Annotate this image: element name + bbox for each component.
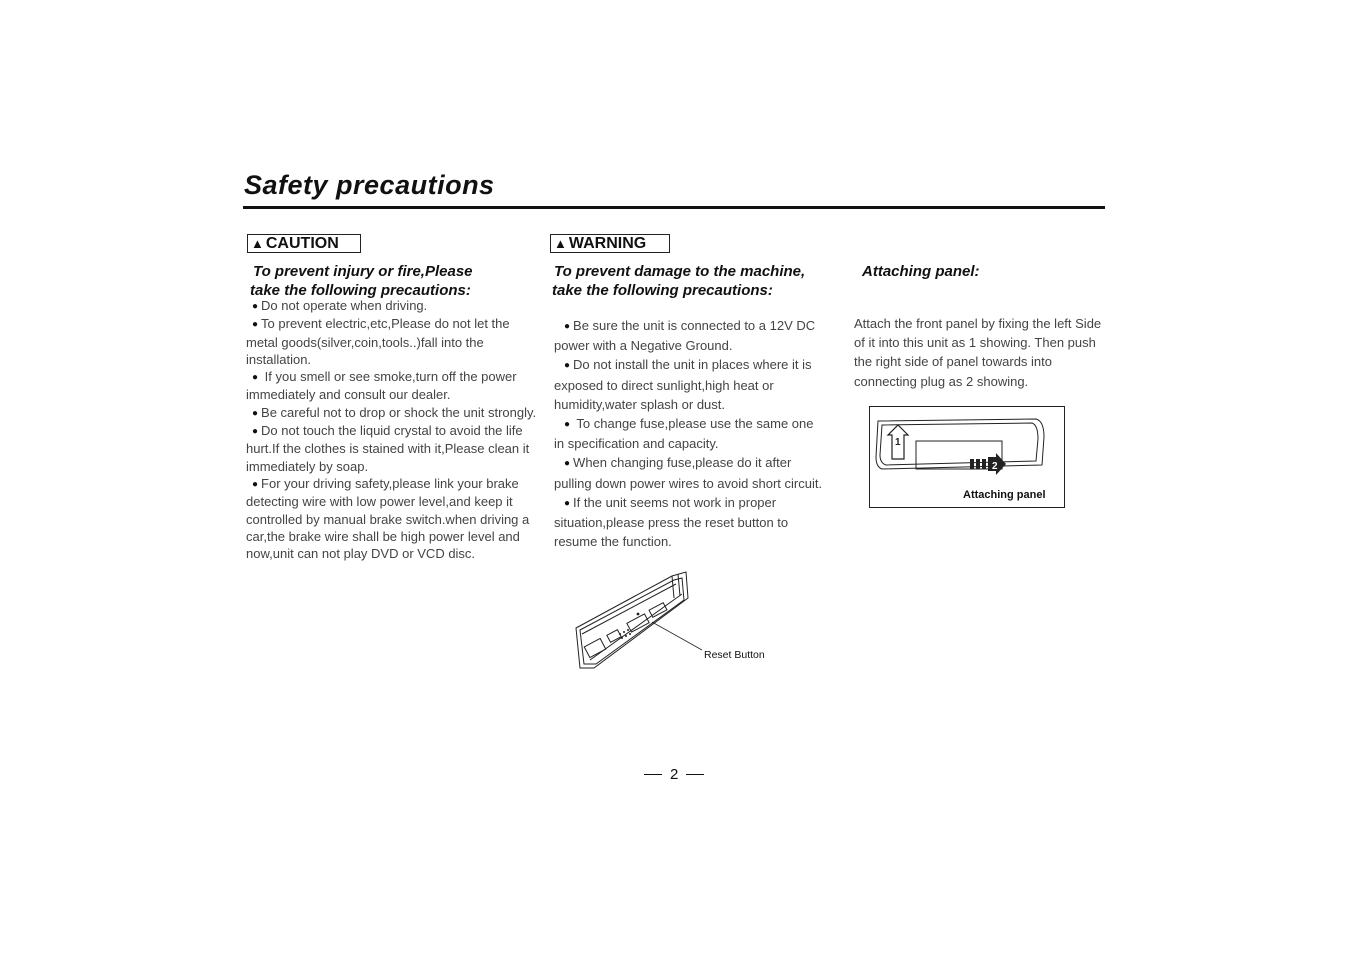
- list-item: ● To change fuse,please use the same one in specification and capacity.: [554, 416, 814, 452]
- step-2-label: 2: [992, 461, 998, 472]
- page-number-value: 2: [670, 766, 679, 783]
- arrow-right-icon: [970, 453, 1006, 475]
- caution-list: [246, 297, 542, 562]
- list-item: ● If you smell or see smoke,turn off the power immediately and consult our dealer.: [246, 369, 517, 403]
- panel-heading: Attaching panel:: [862, 263, 980, 280]
- attaching-panel-caption: Attaching panel: [963, 489, 1046, 501]
- bullet-dot-icon: ●: [252, 478, 259, 490]
- reset-button-figure: [572, 570, 782, 674]
- list-item: ● Do not install the unit in places where it is exposed to direct sunlight,high heat or humidity,water splash or dust.: [554, 357, 812, 412]
- caution-heading-line1: To prevent injury or fire,Please: [253, 263, 473, 280]
- warning-list: [554, 316, 826, 551]
- title-rule: [243, 206, 1105, 209]
- warning-triangle-icon: ▲: [251, 236, 264, 251]
- page-number-dash-left: [644, 774, 662, 775]
- caution-badge: [247, 234, 361, 253]
- warning-heading: [552, 262, 852, 300]
- caution-badge-label: CAUTION: [265, 235, 339, 252]
- bullet-dot-icon: ●: [564, 458, 571, 470]
- bullet-dot-icon: ●: [252, 301, 259, 312]
- caution-heading: [250, 262, 550, 300]
- warning-badge-label: WARNING: [568, 235, 647, 252]
- panel-text: Attach the front panel by fixing the left Side of it into this unit as 1 showing. Then push the right side of panel towards into connecting plug as 2 showing.: [854, 316, 1102, 389]
- bullet-dot-icon: ●: [564, 419, 571, 431]
- list-item: ● When changing fuse,please do it after pulling down power wires to avoid short circuit.: [554, 455, 823, 491]
- page-title: Safety precautions: [244, 170, 495, 200]
- list-item: ● Do not touch the liquid crystal to avoid the life hurt.If the clothes is stained with it,Please clean it immediately by soap.: [246, 423, 530, 474]
- caution-heading-line2: take the following precautions:: [250, 282, 471, 299]
- bullet-dot-icon: ●: [252, 407, 259, 419]
- bullet-dot-icon: ●: [564, 321, 571, 332]
- bullet-dot-icon: ●: [252, 319, 259, 331]
- step-1-label: 1: [895, 437, 901, 448]
- bullet-dot-icon: ●: [252, 426, 259, 438]
- bullet-dot-icon: ●: [252, 372, 259, 384]
- list-item: ● To prevent electric,etc,Please do not let the metal goods(silver,coin,tools..)fall into the installation.: [246, 316, 510, 367]
- list-item: ● For your driving safety,please link your brake detecting wire with low power level,and keep it controlled by manual brake switch.when driving a car,the brake wire shall be high power level and now,unit can not play DVD or VCD disc.: [246, 475, 530, 562]
- warning-heading-line2: take the following precautions:: [552, 282, 773, 299]
- attaching-panel-figure: [869, 406, 1065, 508]
- warning-triangle-icon: ▲: [554, 236, 567, 251]
- list-item: ● Be sure the unit is connected to a 12V DC power with a Negative Ground.: [554, 318, 816, 354]
- bullet-dot-icon: ●: [564, 497, 571, 509]
- page-number: [644, 766, 704, 783]
- warning-heading-line1: To prevent damage to the machine,: [554, 263, 806, 280]
- list-item: ● If the unit seems not work in proper situation,please press the reset button to resume the function.: [554, 494, 789, 550]
- page-number-dash-right: [686, 774, 704, 775]
- warning-badge: [550, 234, 670, 253]
- list-item: ● Be careful not to drop or shock the unit strongly.: [252, 404, 537, 420]
- list-item: ● Do not operate when driving.: [252, 298, 428, 313]
- bullet-dot-icon: ●: [564, 360, 571, 372]
- attaching-panel-diagram: [870, 407, 1064, 507]
- reset-button-label: Reset Button: [704, 649, 765, 661]
